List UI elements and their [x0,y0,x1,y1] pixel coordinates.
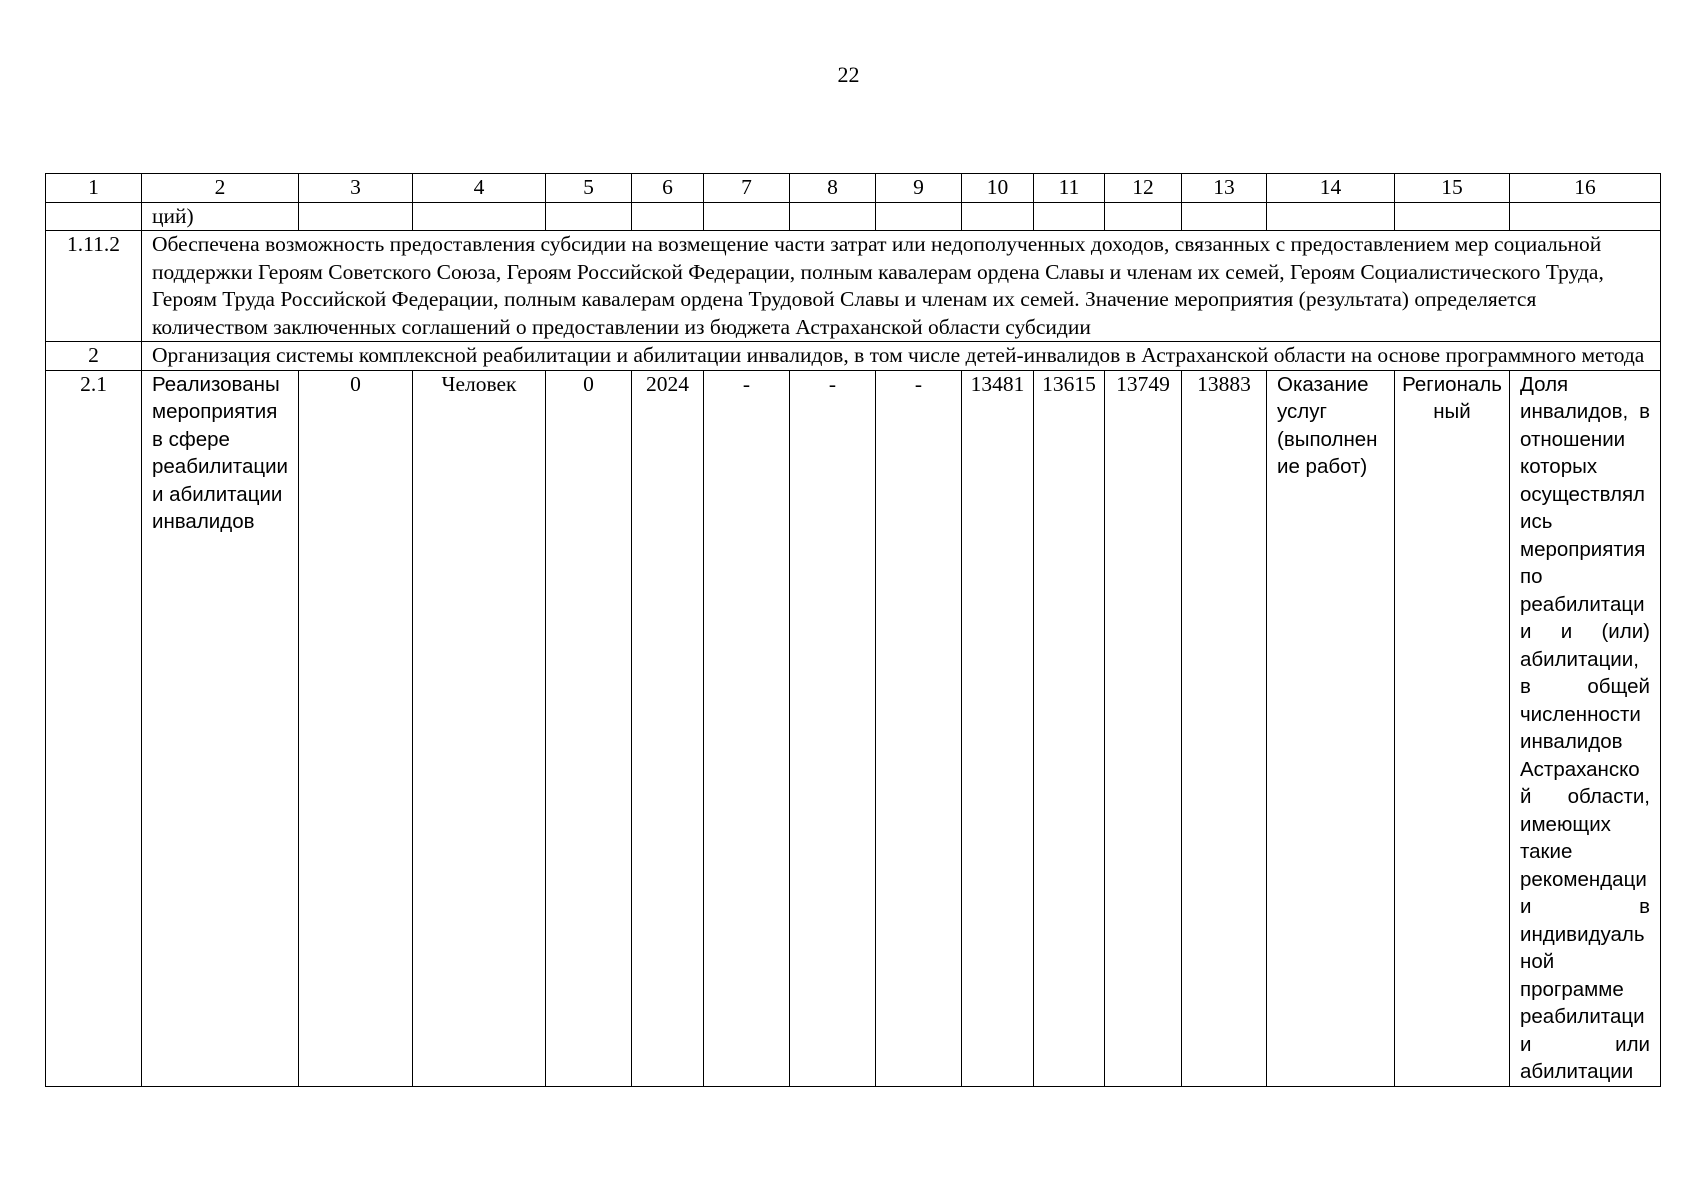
header-cell: 3 [299,174,413,203]
header-cell: 16 [1510,174,1661,203]
base-value: 0 [299,370,413,1086]
table-cell [1182,202,1267,231]
row-1-11-2 [46,231,1661,342]
table-cell [1395,202,1510,231]
table-cell [299,202,413,231]
table-cell [790,202,876,231]
base-year: 2024 [632,370,704,1086]
value-col-7: - [704,370,790,1086]
table-cell [413,202,546,231]
table-cell [1510,202,1661,231]
value-col-11: 13615 [1034,370,1105,1086]
header-row [46,174,1661,203]
header-cell: 2 [142,174,299,203]
value-col-8: - [790,370,876,1086]
base-year-value: 0 [546,370,632,1086]
header-cell: 8 [790,174,876,203]
table-cell [704,202,790,231]
header-cell: 11 [1034,174,1105,203]
continuation-text: ций) [142,202,299,231]
table-cell [1034,202,1105,231]
header-cell: 9 [876,174,962,203]
level: Региональный [1395,370,1510,1086]
table-cell [1267,202,1395,231]
value-col-13: 13883 [1182,370,1267,1086]
header-cell: 5 [546,174,632,203]
table-cell [46,202,142,231]
header-cell: 1 [46,174,142,203]
row-2-1 [46,370,1661,1086]
table-cell [1105,202,1182,231]
header-cell: 15 [1395,174,1510,203]
continuation-row [46,202,1661,231]
row-number: 2 [46,342,142,371]
header-cell: 12 [1105,174,1182,203]
header-cell: 10 [962,174,1034,203]
page-number: 22 [837,62,860,87]
header-cell: 7 [704,174,790,203]
unit: Человек [413,370,546,1086]
row-number: 1.11.2 [46,231,142,342]
value-col-12: 13749 [1105,370,1182,1086]
row-2 [46,342,1661,371]
table-cell [876,202,962,231]
indicators-table [45,173,1661,1087]
table-cell [632,202,704,231]
header-cell: 6 [632,174,704,203]
header-cell: 14 [1267,174,1395,203]
row-number: 2.1 [46,370,142,1086]
section-title: Организация системы комплексной реабилитации и абилитации инвалидов, в том числе детей-инвалидов в Астраханской области на основе программного метода [142,342,1661,371]
value-col-9: - [876,370,962,1086]
value-col-10: 13481 [962,370,1034,1086]
header-cell: 4 [413,174,546,203]
result-name: Реализованы мероприятия в сфере реабилитации и абилитации инвалидов [142,370,299,1086]
table-cell [546,202,632,231]
row-description: Обеспечена возможность предоставления субсидии на возмещение части затрат или недополученных доходов, связанных с предоставлением мер социальной поддержки Героям Советского Союза, Героям Российской Федерации, полным кавалерам ордена Славы и членам их семей, Героям Социалистического Труда, Героям Труда Российской Федерации, полным кавалерам ордена Трудовой Славы и членам их семей. Значение мероприятия (результата) определяется количеством заключенных соглашений о предоставлении из бюджета Астраханской области субсидии [142,231,1661,342]
result-type: Оказание услуг (выполнение работ) [1267,370,1395,1086]
indicator-link: Доля инвалидов, в отношении которых осуществлялись мероприятия по реабилитации и (или) абилитации, в общей численности инвалидов Астраханской области, имеющих такие рекомендации в индивидуальной программе реабилитации или абилитации [1510,370,1661,1086]
table-cell [962,202,1034,231]
header-cell: 13 [1182,174,1267,203]
